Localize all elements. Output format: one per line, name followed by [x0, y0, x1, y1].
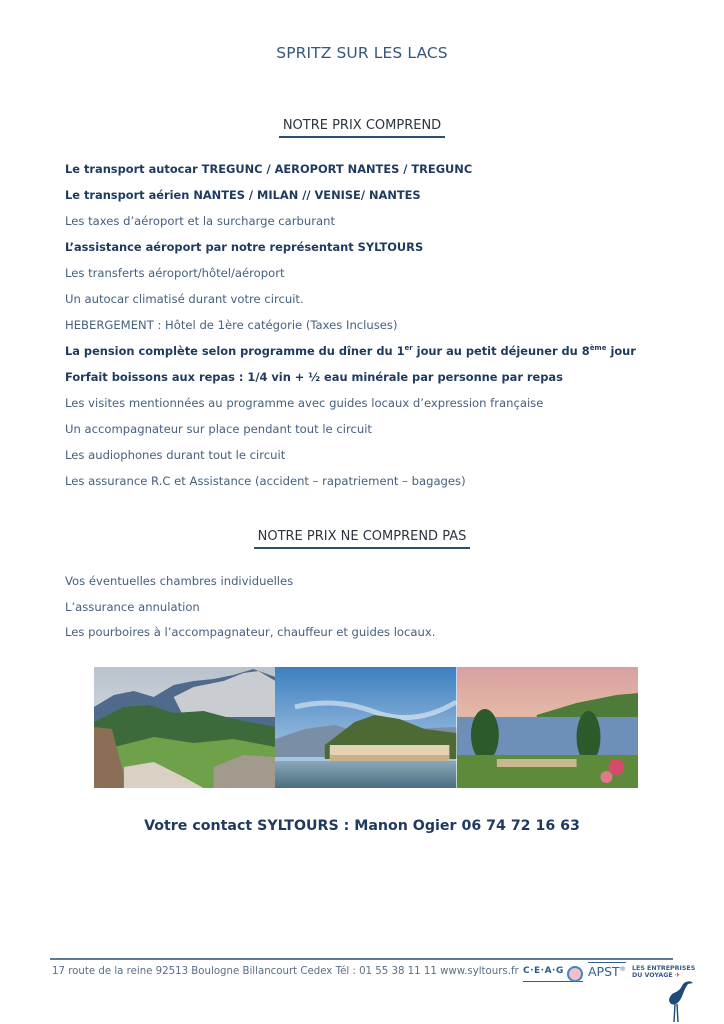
included-item: Le transport aérien NANTES / MILAN // VENISE/ NANTES: [65, 188, 421, 202]
excluded-item: L’assurance annulation: [65, 599, 200, 614]
ceag-ring-icon: [567, 966, 583, 982]
apst-logo: [588, 962, 626, 979]
excluded-list: [65, 572, 435, 649]
contact-line: Votre contact SYLTOURS : Manon Ogier 06 74 72 16 63: [144, 818, 580, 834]
included-item: HEBERGEMENT : Hôtel de 1ère catégorie (Taxes Incluses): [65, 318, 398, 332]
footer-divider: [50, 958, 673, 960]
ordinal-superscript: er: [404, 344, 413, 353]
included-item: Un autocar climatisé durant votre circuit.: [65, 292, 304, 306]
entreprises-du-voyage-logo: [632, 965, 695, 979]
heron-logo-icon: [664, 978, 694, 1022]
meal-plan-text: jour: [606, 344, 636, 358]
included-item: Le transport autocar TREGUNC / AEROPORT NANTES / TREGUNC: [65, 162, 473, 176]
ede-line1: LES ENTREPRISES: [632, 965, 696, 972]
included-item: Les assurance R.C et Assistance (accident – rapatriement – bagages): [65, 474, 466, 488]
included-heading-text: NOTRE PRIX COMPREND: [279, 118, 445, 138]
included-item: Les audiophones durant tout le circuit: [65, 448, 286, 462]
excluded-section-heading: [0, 525, 724, 549]
apst-logo-text: APST: [588, 964, 620, 979]
document-title: SPRITZ SUR LES LACS: [276, 44, 448, 62]
apst-registered-mark: ®: [619, 965, 626, 973]
included-list: [65, 160, 636, 498]
included-item: Forfait boissons aux repas : 1/4 vin + ½ eau minérale par personne par repas: [65, 370, 563, 384]
included-item: Un accompagnateur sur place pendant tout le circuit: [65, 422, 372, 436]
photo-strip: [94, 667, 638, 788]
excluded-item: Vos éventuelles chambres individuelles: [65, 574, 294, 588]
ede-line2: DU VOYAGE: [632, 972, 673, 979]
plane-icon: ✈: [674, 972, 681, 979]
included-item: Les taxes d’aéroport et la surcharge carburant: [65, 214, 336, 228]
ceag-logo-text: C·E·A·G: [523, 966, 564, 976]
meal-plan-text: jour au petit déjeuner du 8: [412, 344, 590, 358]
isola-bella-garden-photo: [457, 667, 638, 788]
excluded-item: Les pourboires à l’accompagnateur, chauffeur et guides locaux.: [65, 625, 436, 639]
included-item: L’assistance aéroport par notre représentant SYLTOURS: [65, 240, 424, 254]
included-item: Les visites mentionnées au programme avec guides locaux d’expression française: [65, 396, 544, 410]
lake-como-bellagio-photo: [275, 667, 456, 788]
dolomites-mountains-photo: [94, 667, 275, 788]
ceag-logo: [523, 966, 583, 982]
footer-address: 17 route de la reine 92513 Boulogne Billancourt Cedex Tél : 01 55 38 11 11 www.syltours.fr: [52, 966, 519, 977]
included-section-heading: [0, 114, 724, 138]
included-item: Les transferts aéroport/hôtel/aéroport: [65, 266, 285, 280]
included-item-meal-plan: [65, 342, 636, 368]
ordinal-superscript: ème: [589, 344, 607, 353]
meal-plan-text: La pension complète selon programme du dîner du 1: [65, 344, 405, 358]
excluded-heading-text: NOTRE PRIX NE COMPREND PAS: [254, 529, 471, 549]
